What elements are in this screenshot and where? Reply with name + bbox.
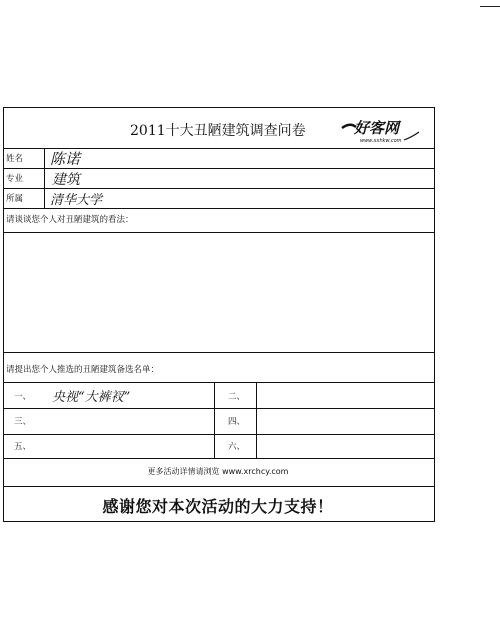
major-label: 专业 bbox=[6, 174, 24, 184]
nominee-number: 四、 bbox=[228, 417, 246, 427]
rule bbox=[3, 352, 435, 353]
frame-right bbox=[434, 107, 435, 522]
rule bbox=[3, 382, 435, 383]
rule bbox=[3, 434, 435, 435]
rule bbox=[3, 486, 435, 487]
rule bbox=[3, 408, 435, 409]
frame-bottom bbox=[3, 521, 435, 522]
rule bbox=[3, 208, 435, 209]
thanks-message: 感谢您对本次活动的大力支持！ bbox=[102, 497, 334, 516]
major-answer: 建筑 bbox=[52, 172, 80, 188]
footer-info: 更多活动详情请浏览 www.xrchcy.com bbox=[147, 467, 289, 476]
nominee-number: 六、 bbox=[228, 442, 246, 452]
logo bbox=[340, 118, 422, 146]
nominee-number: 三、 bbox=[14, 417, 32, 427]
name-answer: 陈诺 bbox=[50, 150, 81, 168]
nominate-prompt: 请提出您个人推选的丑陋建筑备选名单： bbox=[6, 365, 160, 375]
label-divider bbox=[44, 148, 45, 208]
name-label: 姓名 bbox=[6, 154, 24, 164]
rule bbox=[3, 458, 435, 459]
school-label: 所属 bbox=[6, 194, 24, 204]
opinion-area[interactable] bbox=[4, 233, 434, 352]
nominee-answer: 央视“大裤衩” bbox=[52, 390, 131, 405]
nominee-number: 一、 bbox=[14, 392, 32, 402]
opinion-prompt: 请谈谈您个人对丑陋建筑的看法： bbox=[6, 215, 134, 225]
school-answer: 清华大学 bbox=[50, 193, 103, 208]
frame-top bbox=[3, 107, 435, 108]
nominee-number: 二、 bbox=[228, 392, 246, 402]
logo-url: www.xxhkw.com bbox=[360, 138, 402, 144]
nominee-divider bbox=[214, 382, 215, 458]
scan-mark bbox=[480, 6, 500, 7]
logo-text: 好客网 bbox=[354, 119, 400, 137]
nominee-number: 五、 bbox=[14, 442, 32, 452]
form-title: 2011十大丑陋建筑调查问卷 bbox=[130, 123, 306, 139]
nominee-divider bbox=[256, 382, 257, 458]
